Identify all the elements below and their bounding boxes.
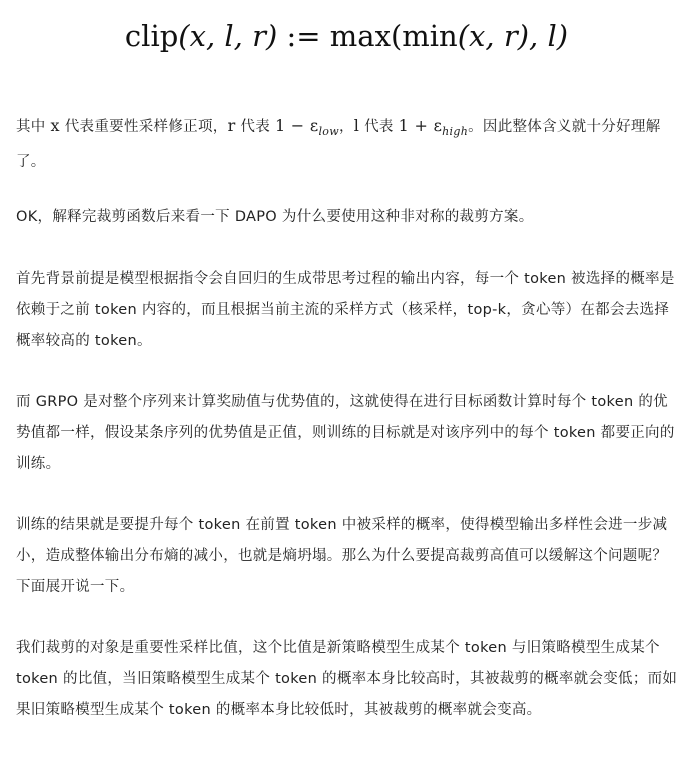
p1-text-4: ， [338,119,354,135]
paragraph-grpo: 而 GRPO 是对整个序列来计算奖励值与优势值的，这就使得在进行目标函数计算时每个 token 的优势值都一样，假设某条序列的优势值是正值，则训练的目标就是对该序列中的每个 token 都要正向的训练。 [16,394,675,472]
paragraph-clip-ratio: 我们裁剪的对象是重要性采样比值，这个比值是新策略模型生成某个 token 与旧策略模型生成某个 token 的比值，当旧策略模型生成某个 token 的概率本身比较高时，其被裁剪的概率就会变低；而如果旧策略模型生成某个 token 的概率本身比较低时，其被裁剪的概率就会变高。 [16,640,678,718]
paragraph-background: 首先背景前提是模型根据指令会自回归的生成带思考过程的输出内容，每一个 token 被选择的概率是依赖于之前 token 内容的，而且根据当前主流的采样方式（核采样，top-k，贪心等）在都会去选择概率较高的 token。 [16,271,675,349]
p1-one-plus-eps: 1 + ε [398,116,443,135]
formula-args: (x, l, r) [178,19,278,53]
p1-text-5: 代表 [359,119,399,135]
formula-clip: clip [124,19,179,53]
formula-max: max [329,19,391,53]
formula-tail: , l) [529,19,569,53]
formula-assign: := [277,19,330,53]
formula-inner: (x, r) [457,19,530,53]
clip-formula: clip(x, l, r) := max(min(x, r), l) [124,19,569,53]
p1-var-l: l [353,116,360,135]
p1-sub-high: high [442,124,469,138]
p1-var-x: x [50,116,60,135]
paragraph-entropy-collapse: 训练的结果就是要提升每个 token 在前置 token 中被采样的概率，使得模型输出多样性会进一步减小，造成整体输出分布熵的减小，也就是熵坍塌。那么为什么要提高裁剪高值可以缓解这个问题呢？下面展开说一下。 [16,517,668,595]
p1-text-1: 其中 [16,119,51,135]
paragraph-clip-explanation [16,110,680,178]
paragraph-dapo-intro: OK，解释完裁剪函数后来看一下 DAPO 为什么要使用这种非对称的裁剪方案。 [16,209,534,225]
p1-text-6: 。因此整体含义就十分好理解了。 [16,119,661,170]
formula-min: min [402,19,458,53]
p1-text-3: 代表 [235,119,275,135]
p1-one-minus-eps: 1 − ε [274,116,319,135]
p1-var-r: r [227,116,236,135]
p1-sub-low: low [318,124,339,138]
p1-text-2: 代表重要性采样修正项， [59,119,228,135]
